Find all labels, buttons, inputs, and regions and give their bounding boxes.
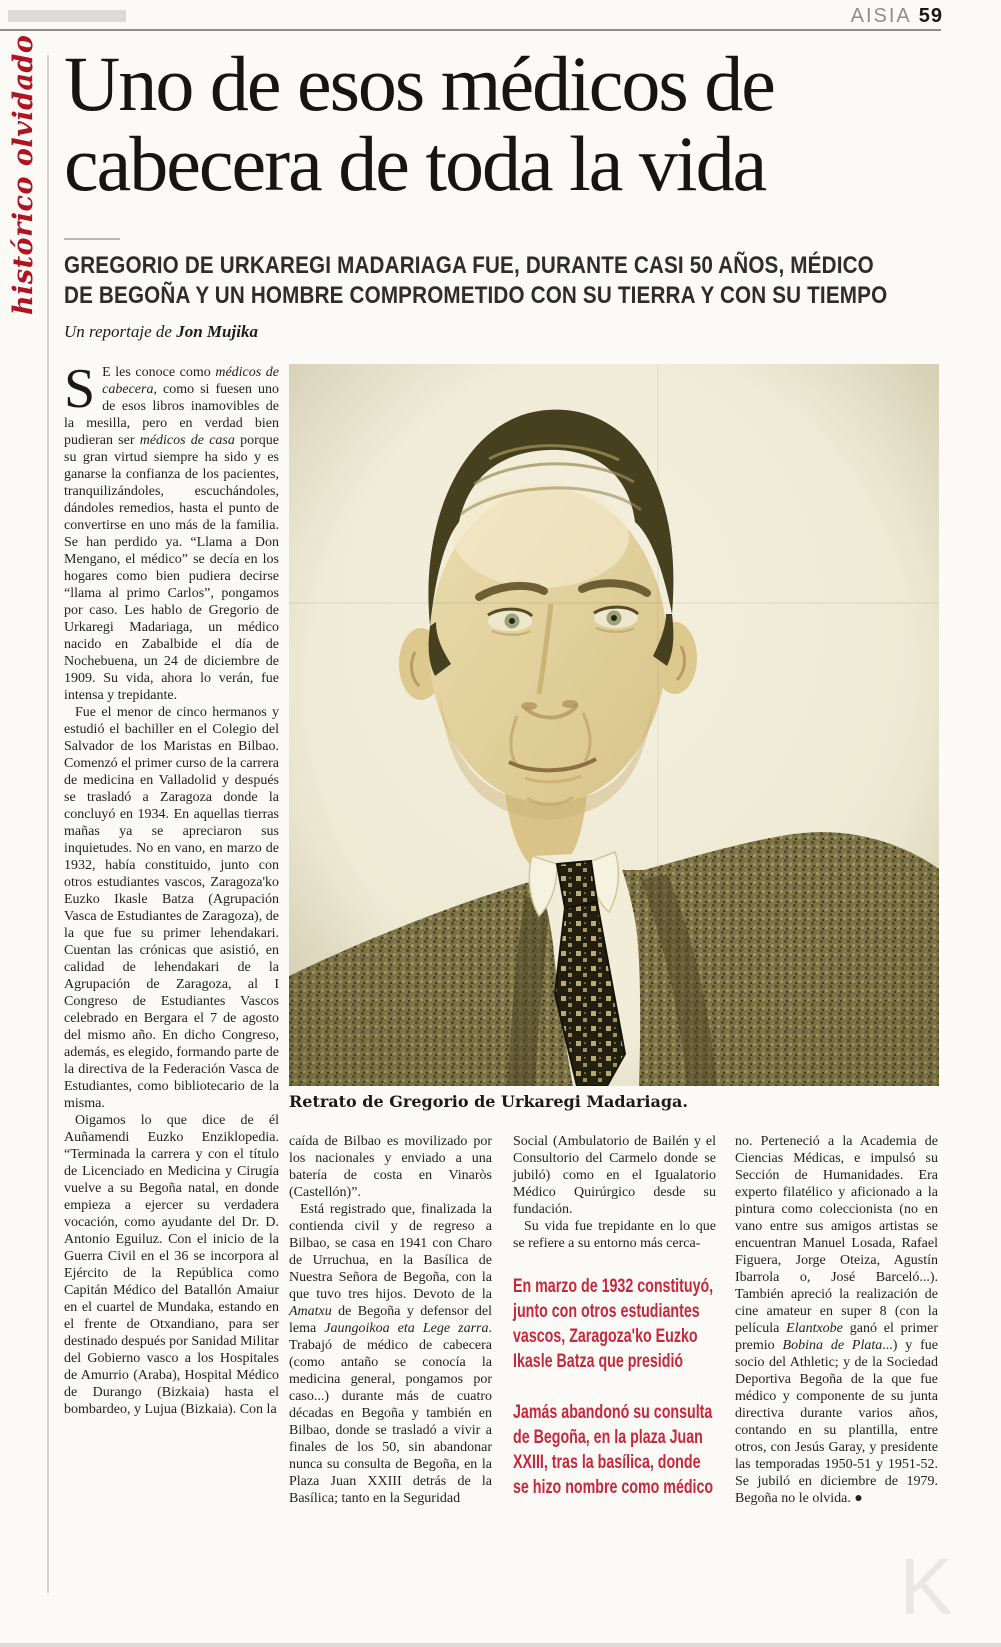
left-rule bbox=[47, 55, 49, 1593]
body-paragraph: Social (Ambulatorio de Bailén y el Consultorio del Carmelo donde se jubiló) como en el Igualatorio Médico Quirúrgico desde su fundación. bbox=[513, 1134, 716, 1217]
body-column-4 bbox=[735, 1133, 938, 1507]
portrait-photo-svg bbox=[289, 364, 939, 1086]
body-paragraph bbox=[64, 358, 279, 704]
section-name: AISIA bbox=[850, 5, 912, 27]
scan-artifact bbox=[8, 10, 126, 22]
paragraph-text: E les conoce como médicos de cabecera, como si fuesen uno de esos libros inamovibles de la mesilla, pero en verdad bien pudieran ser médicos de casa porque su gran virtud siempre ha sido y es ganarse la confianza de los pacientes, tranquilizándoles, escuchándoles, dándoles remedios, hasta el punto de convertirse en uno más de la familia. Se han perdido ya. “Llama a Don Mengano, el médico” se decía en los hogares como bien pudiera decirse “llama al primo Carlos”, pongamos por caso. Les hablo de Gregorio de Urkaregi Madariaga, un médico nacido en Zabalbide el día de Nochebuena, un 24 de diciembre de 1909. Su vida, ahora lo verán, fue intensa y trepidante. bbox=[64, 365, 279, 703]
headline-divider bbox=[64, 238, 120, 240]
pull-quote: En marzo de 1932 constituyó, junto con otros estudiantes vascos, Zaragoza'ko Euzko Ikasle Batza que presidió bbox=[513, 1275, 714, 1372]
pull-quote-block bbox=[513, 1274, 716, 1500]
body-paragraph: Está registrado que, finalizada la contienda civil y de regreso a Bilbao, se casa en 1941 con Charo de Urruchua, en la Basílica de Nuestra Señora de Begoña, con la que tuvo tres hijos. Devoto de la Amatxu de Begoña y defensor del lema Jaungoikoa eta Lege zarra. Trabajó de médico de cabecera (como antaño se conocía la medicina general, pongamos por caso...) durante más de cuatro décadas en Begoña y también en Bilbao, donde se trasladó a vivir a finales de los 50, sin abandonar nunca su consulta de Begoña, en la Plaza Juan XXIII detrás de la Basílica; tanto en la Seguridad bbox=[289, 1202, 492, 1506]
photo-caption: Retrato de Gregorio de Urkaregi Madariaga. bbox=[289, 1092, 688, 1111]
body-column-3 bbox=[513, 1133, 716, 1526]
pull-quote: Jamás abandonó su consulta de Begoña, en la plaza Juan XXIII, tras la basílica, donde se hizo nombre como médico bbox=[513, 1401, 714, 1498]
scan-bottom-edge bbox=[0, 1643, 1001, 1647]
body-paragraph: Oigamos lo que dice de él Auñamendi Euzko Enziklopedia. “Terminada la carrera y con el título de Licenciado en Medicina y Cirugía vuelve a su Begoña natal, en donde empieza a ejercer su verdadera vocación, como ayudante del Dr. D. Antonio Eguiluz. Con el inicio de la Guerra Civil en el 36 se incorpora al Ejército de la República como Capitán Médico del Batallón Amaiur en el cuartel de Mundaka, estando en el frente de Otxandiano, para ser destinado después por Sanidad Militar del Gobierno vasco a los Hospitales de Amurrio (Araba), Hospital Médico de Durango (Bizkaia) hasta el bombardeo, y Lujua (Bizkaia). Con la bbox=[64, 1113, 279, 1417]
byline-prefix: Un reportaje de bbox=[64, 322, 172, 341]
section-label-vertical: histórico olvidado bbox=[8, 34, 39, 315]
body-paragraph: no. Perteneció a la Academia de Ciencias Médicas, e impulsó su Sección de Humanidades. Era experto filatélico y aficionado a la pintura como coleccionista (no en vano entre sus amigos artistas se encuentran Manuel Losada, Rafael Figuera, Jorge Oteiza, Agustín Ibarrola o, José Barceló...). También apreció la realización de cine amateur en super 8 (con la película Elantxobe ganó el primer premio Bobina de Plata...) y fue socio del Athletic; y de la Sociedad Deportiva Begoña de la que fue médico y componente de su junta directiva durante varios años, contando en su plantilla, entre otros, con Jesús Garay, y presidente las temporadas 1950-51 y 1951-52. Se jubiló en diciembre de 1979. Begoña no le olvida. ● bbox=[735, 1134, 939, 1506]
portrait-photo bbox=[289, 364, 939, 1086]
body-paragraph: caída de Bilbao es movilizado por los nacionales y enviado a una batería de costa en Vinaròs (Castellón)”. bbox=[289, 1134, 492, 1200]
headline: Uno de esos médicos de cabecera de toda la vida bbox=[64, 40, 774, 207]
page-number: 59 bbox=[918, 5, 943, 27]
page-folio bbox=[851, 5, 943, 28]
body-paragraph: Fue el menor de cinco hermanos y estudió el bachiller en el Colegio del Salvador de los Maristas en Bilbao. Comenzó el primer curso de la carrera de medicina en Valladolid y después se trasladó a Zaragoza donde la concluyó en 1934. En aquellas tierras mañas ya se apreciaron sus inquietudes. No en vano, en marzo de 1932, había constituido, junto con otros estudiantes vascos, Zaragoza'ko Euzko Ikasle Batza (Agrupación Vasca de Estudiantes de Zaragoza), de la que fue su primer lehendakari. Cuentan las crónicas que asistió, en calidad de lehendakari de la Agrupación de Zaragoza, al I Congreso de Estudiantes Vascos celebrado en Bergara el 7 de agosto del mismo año. En dicho Congreso, además, es elegido, formando parte de la directiva de la Federación Vasca de Estudiantes, como bibliotecario de la misma. bbox=[64, 705, 279, 1111]
body-column-1 bbox=[64, 358, 279, 1418]
watermark-k: K bbox=[899, 1542, 953, 1631]
header-rule bbox=[0, 29, 941, 31]
subheadline: GREGORIO DE URKAREGI MADARIAGA FUE, DURANTE CASI 50 AÑOS, MÉDICO DE BEGOÑA Y UN HOMBRE COMPROMETIDO CON SU TIERRA Y CON SU TIEMPO bbox=[64, 252, 888, 309]
body-column-2 bbox=[289, 1133, 492, 1507]
drop-cap: S bbox=[64, 358, 96, 420]
byline-author: Jon Mujika bbox=[176, 322, 258, 341]
subheadline-wrap bbox=[64, 251, 891, 311]
byline bbox=[64, 322, 258, 342]
body-paragraph: Su vida fue trepidante en lo que se refiere a su entorno más cerca- bbox=[513, 1219, 716, 1251]
